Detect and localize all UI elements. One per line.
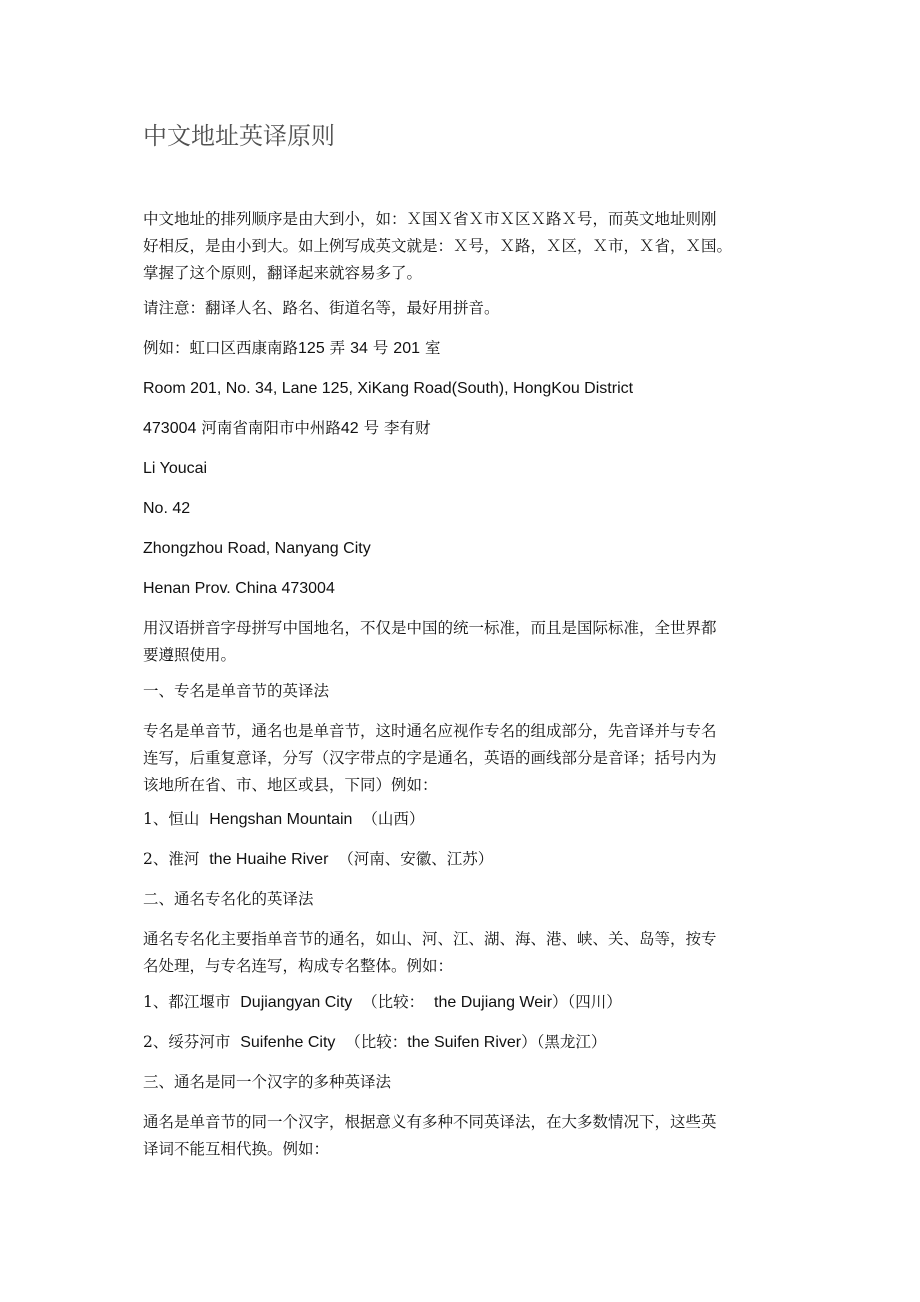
paragraph-line: 通名是单音节的同一个汉字，根据意义有多种不同英译法，在大多数情况下，这些英 <box>143 1113 717 1131</box>
example-compare-english: the Suifen River <box>407 1034 522 1051</box>
example-note: ）（黑龙江） <box>521 1033 607 1051</box>
paragraph-pinyin-standard <box>143 615 783 669</box>
number-span: 125 <box>298 340 325 357</box>
paragraph-line: 中文地址的排列顺序是由大到小，如：Ｘ国Ｘ省Ｘ市Ｘ区Ｘ路Ｘ号，而英文地址则刚 <box>143 210 717 228</box>
paragraph-line: 好相反，是由小到大。如上例写成英文就是：Ｘ号，Ｘ路，Ｘ区，Ｘ市，Ｘ省，Ｘ国。 <box>143 237 733 255</box>
paragraph-line: 专名是单音节，通名也是单音节，这时通名应视作专名的组成部分，先音译并与专名 <box>143 722 717 740</box>
example-item-3 <box>143 989 783 1016</box>
example-note: ）（四川） <box>552 993 622 1011</box>
example-label: 1、都江堰市 <box>143 993 231 1011</box>
section-heading-3: 三、通名是同一个汉字的多种英译法 <box>143 1073 392 1091</box>
paragraph-address-order <box>143 206 783 287</box>
text-span: 室 <box>424 339 441 357</box>
document-title: 中文地址英译原则 <box>143 122 335 150</box>
text-span: 弄 <box>329 339 346 357</box>
example-note: （河南、安徽、江苏） <box>338 850 494 868</box>
example-compare: （比较： <box>362 993 425 1011</box>
example-item-4 <box>143 1029 783 1056</box>
paragraph-number-english: No. 42 <box>143 500 191 517</box>
example-note: （山西） <box>362 810 425 828</box>
text-span: 号 <box>363 419 380 437</box>
paragraph-example-address-2 <box>143 415 783 442</box>
paragraph-province-english: Henan Prov. China 473004 <box>143 580 335 597</box>
text-span: 例如：虹口区西康南路 <box>143 339 299 357</box>
paragraph-line: 用汉语拼音字母拼写中国地名，不仅是中国的统一标准，而且是国际标准，全世界都 <box>143 619 717 637</box>
paragraph-section-2 <box>143 926 783 980</box>
paragraph-line: 该地所在省、市、地区或县，下同）例如： <box>143 776 438 794</box>
paragraph-example-address <box>143 335 783 362</box>
paragraph-line: 通名专名化主要指单音节的通名，如山、河、江、湖、海、港、峡、关、岛等，按专 <box>143 930 717 948</box>
person-name-span: 李有财 <box>384 419 431 437</box>
paragraph-example-english: Room 201, No. 34, Lane 125, XiKang Road(South), HongKou District <box>143 380 634 397</box>
number-span: 42 <box>340 420 359 437</box>
example-english: the Huaihe River <box>209 851 329 868</box>
paragraph-road-english: Zhongzhou Road, Nanyang City <box>143 540 371 557</box>
paragraph-line: 要遵照使用。 <box>143 646 237 664</box>
text-span: 河南省南阳市中州路 <box>201 419 341 437</box>
example-item-1 <box>143 806 783 833</box>
example-label: 2、绥芬河市 <box>143 1033 231 1051</box>
number-span: 34 <box>350 340 368 357</box>
example-label: 1、恒山 <box>143 810 200 828</box>
paragraph-name-english: Li Youcai <box>143 460 208 477</box>
paragraph-section-1 <box>143 718 783 799</box>
paragraph-note-pinyin: 请注意：翻译人名、路名、街道名等，最好用拼音。 <box>143 299 500 317</box>
example-english: Dujiangyan City <box>240 994 353 1011</box>
example-compare-english: the Dujiang Weir <box>434 994 553 1011</box>
zip-span: 473004 <box>143 420 197 437</box>
example-label: 2、淮河 <box>143 850 200 868</box>
paragraph-line: 掌握了这个原则，翻译起来就容易多了。 <box>143 264 423 282</box>
paragraph-line: 连写，后重复意译，分写（汉字带点的字是通名，英语的画线部分是音译；括号内为 <box>143 749 717 767</box>
example-english: Suifenhe City <box>240 1034 336 1051</box>
text-span: 号 <box>372 339 389 357</box>
section-heading-1: 一、专名是单音节的英译法 <box>143 682 330 700</box>
number-span: 201 <box>393 340 420 357</box>
example-english: Hengshan Mountain <box>209 811 353 828</box>
paragraph-line: 译词不能互相代换。例如： <box>143 1140 330 1158</box>
paragraph-line: 名处理，与专名连写，构成专名整体。例如： <box>143 957 454 975</box>
section-heading-2: 二、通名专名化的英译法 <box>143 890 314 908</box>
example-compare: （比较： <box>345 1033 408 1051</box>
example-item-2 <box>143 846 783 873</box>
paragraph-section-3 <box>143 1109 783 1163</box>
